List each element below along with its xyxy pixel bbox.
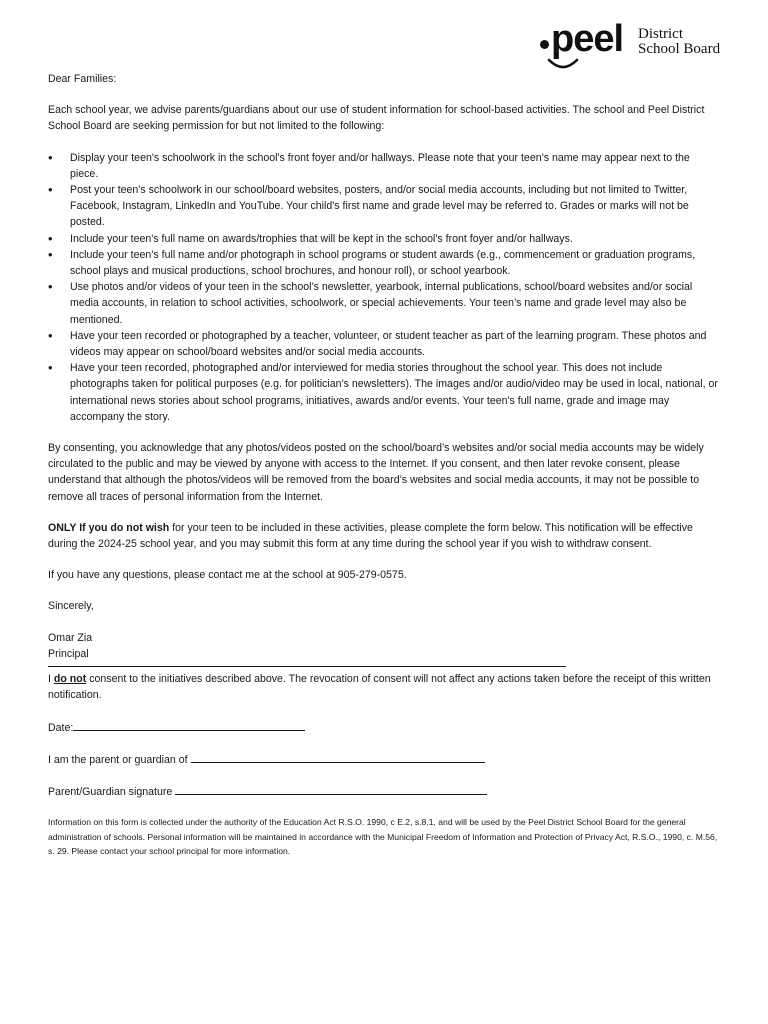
list-item: • Include your teen's full name on awards/trophies that will be kept in the school's front foyer and/or hallways. — [48, 231, 720, 247]
signer-name: Omar Zia — [48, 631, 93, 644]
date-field-row — [48, 719, 720, 736]
list-item: • Use photos and/or videos of your teen in the school’s newsletter, yearbook, internal publications, school/board websites and/or social media accounts, in relation to school activities, schoolwork, or special achievements. Your teen’s name and grade level may also be mentioned. — [48, 279, 720, 328]
opt-out-paragraph — [48, 520, 720, 552]
signature-label: Parent/Guardian signature — [48, 785, 176, 798]
signer-title: Principal — [48, 647, 89, 660]
questions-paragraph: If you have any questions, please contact me at the school at 905-279-0575. — [48, 569, 407, 582]
privacy-footnote: Information on this form is collected under the authority of the Education Act R.S.O. 1990, c E.2, s.8.1, and will be used by the Peel District School Board for the general administration of schools. Personal information will be maintained in accordance with the Municipal Freedom of Information and Protection of Privacy Act, R.S.O., 1990, c. M.56, s. 29. Please contact your school principal for more information. — [48, 817, 718, 857]
signature-field[interactable] — [175, 783, 487, 795]
decline-text: consent to the initiatives described above. The revocation of consent will not affect any actions taken before the receipt of this written notification. — [48, 673, 711, 702]
logo-dot-icon — [540, 40, 549, 49]
student-name-field[interactable] — [191, 751, 485, 763]
date-label: Date: — [48, 721, 74, 734]
opt-out-text: for your teen to be included in these activities, please complete the form below. This notification will be effective during the 2024-25 school year, and you may submit this form at any time during the school year if you wish to withdraw consent. — [48, 521, 693, 551]
date-field[interactable] — [73, 719, 305, 731]
parent-field-row — [48, 751, 720, 768]
logo-line-school-board: School Board — [638, 41, 721, 57]
closing: Sincerely, — [48, 600, 94, 613]
list-item: • Display your teen's schoolwork in the school's front foyer and/or hallways. Please note that your teen’s name may appear next to the piece. — [48, 150, 720, 182]
decline-prefix: I — [48, 673, 54, 686]
letter-body — [48, 71, 720, 874]
permission-list — [48, 150, 720, 425]
consent-paragraph: By consenting, you acknowledge that any photos/videos posted on the school/board’s websites and/or social media accounts may be widely circulated to the public and may be viewed by anyone with access to the Internet. If you consent, and then later revoke consent, please understand that although the photos/videos will be removed from the board’s websites and social media accounts, it may not be possible to remove all traces of personal information from the Internet. — [48, 442, 704, 503]
signature-field-row — [48, 783, 720, 800]
decline-statement — [48, 671, 720, 703]
form-separator-line — [48, 666, 566, 667]
list-item: • Have your teen recorded, photographed and/or interviewed for media stories throughout the school year. This does not include photographs taken for political purposes (e.g. for politician’s newsletters). The images and/or audio/video may be used in local, national, or international news stories about school programs, initiatives, awards and/or events. Your teen's full name, grade and image may accompany the story. — [48, 360, 720, 425]
list-item: • Have your teen recorded or photographed by a teacher, volunteer, or student teacher as part of the learning program. These photos and videos may appear on school/board websites and/or social media accounts. — [48, 328, 720, 360]
list-item: • Include your teen’s full name and/or photograph in school programs or student awards (e.g., commencement or graduation programs, school plays and musical productions, school brochures, and honour roll), or school yearbook. — [48, 247, 720, 279]
parent-label: I am the parent or guardian of — [48, 753, 191, 766]
peel-district-school-board-logo — [540, 18, 730, 76]
logo-line-district: District — [638, 26, 683, 42]
decline-emphasis: do not — [53, 673, 87, 686]
list-item: • Post your teen's schoolwork in our school/board websites, posters, and/or social media accounts, including but not limited to Twitter, Facebook, Instagram, LinkedIn and YouTube. Your child's first name and grade level may be referred to. Grades or marks will not be posted. — [48, 182, 720, 231]
logo-brand-text: peel — [551, 18, 624, 60]
salutation: Dear Families: — [48, 73, 117, 85]
intro-paragraph: Each school year, we advise parents/guardians about our use of student information for school-based activities. The school and Peel District School Board are seeking permission for but not limited to the following: — [48, 104, 705, 133]
signature-block — [48, 630, 720, 662]
opt-out-emphasis: ONLY If you do not wish — [48, 521, 170, 534]
